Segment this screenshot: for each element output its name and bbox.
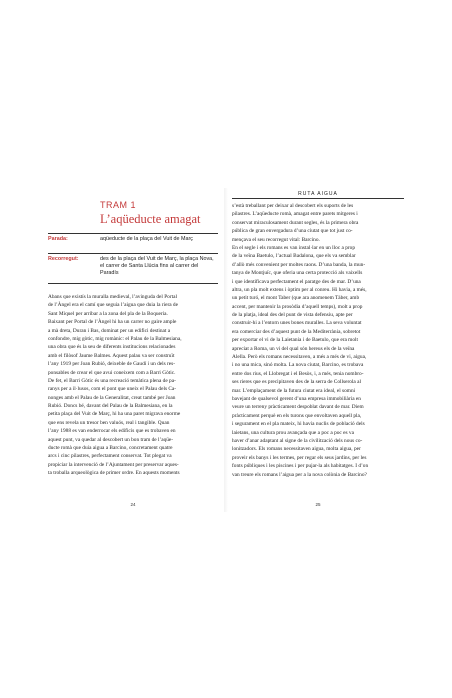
text-line: ranys per a il·lusos, com el pont que uneix el Palau dels Ca-: [48, 386, 177, 393]
text-line: Rubió. Doncs bé, davant del Palau de la Balmesiana, en la: [48, 403, 173, 410]
text-line: De fet, el Barri Gòtic és una recreació temàtica plena de pa-: [48, 377, 176, 384]
page-number: 25: [315, 502, 321, 507]
text-line: apreciat a Roma, un vi del qual són hereus els de la veïna: [232, 345, 355, 352]
text-line: accent, per mantenir la prosòdia d’aquell temps), molt a prop: [232, 303, 363, 310]
text-line: nonges amb el Palau de la Generalitat, creat també per Joan: [48, 394, 176, 401]
text-line: i que identificava perfectament el paratge des de mar. D’una: [232, 278, 361, 285]
meta-mid-rule: [48, 253, 218, 254]
text-line: de la platja, ideal des del punt de vista defensiu, apte per: [232, 312, 353, 319]
text-line: l’any 1988 es van enderrocar els edificis que es trobaven en: [48, 428, 176, 435]
tram-label: TRAM 1: [100, 200, 137, 210]
text-line: fonts públiques i les piscines i per pujar-la als habitatges. I d’on: [232, 463, 369, 470]
text-line: d’allò més convenient per moltes raons. D’una banda, la mun-: [232, 261, 366, 268]
text-line: de l’Àngel era el camí que seguia l’aigua que duia la riera de: [48, 302, 178, 309]
text-line: conservat miraculosament durant segles, és la primera obra: [232, 219, 359, 226]
text-line: pràcticament perquè en els turons que envoltaven aquell pla,: [232, 412, 362, 419]
text-line: Abans que existís la muralla medieval, l’avinguda del Portal: [48, 294, 177, 300]
meta-value: des de la plaça del Vuit de Març, la plaça Nova, el carrer de Santa Llúcia fins al carrer del Paradís: [100, 256, 214, 276]
left-page: [48, 191, 218, 507]
text-line: era comerciar des d’aquest punt de la Mediterrània, sobretot: [232, 328, 361, 335]
text-line: laietans, una cultura prou avançada que a poc a poc es va: [232, 429, 354, 436]
text-line: ponsables de crear el que avui coneixem com a Barri Gòtic.: [48, 369, 176, 376]
meta-row-stop: [48, 236, 218, 252]
meta-value: aqüeducte de la plaça del Vuit de Març: [100, 236, 193, 242]
text-line: veure un terreny pràcticament despoblat davant de mar. Diem: [232, 404, 364, 411]
text-line: Alella. Però els romans necessitaven, a més a més de vi, aigua,: [232, 354, 367, 361]
text-line: a mà dreta, Duran i Bas, dominat per un edifici destinat a: [48, 327, 171, 334]
running-header: RUTA AIGUA: [298, 191, 338, 197]
text-line: per exportar el vi de la Laietania i de Baetulo, que era molt: [232, 337, 358, 344]
text-line: pública de gran envergadura d’una ciutat que tot just co-: [232, 228, 353, 235]
text-line: bavejant de qualsevol gerent d’una empresa immobiliària en: [232, 395, 361, 402]
text-line: entre dos rius, el Llobregat i el Besòs, i, a més, tenia nombro-: [232, 370, 364, 377]
right-body-text: [232, 202, 404, 479]
text-line: Baixant per Portal de l’Àngel hi ha un carrer no gaire ample: [48, 319, 177, 326]
text-line: mar. L’emplaçament de la futura ciutat era ideal, el somni: [232, 387, 356, 394]
text-line: ducte romà que duia aigua a Barcino, concretament quatre: [48, 445, 173, 452]
book-gutter: [224, 188, 228, 512]
running-header-rule: [232, 198, 404, 199]
text-line: ses rieres que es precipitaven des de la serra de Collserola al: [232, 379, 361, 386]
text-line: proveir els banys i les termes, per regar els seus jardins, per les: [232, 454, 367, 461]
text-line: una obra que és la seu de diferents institucions relacionades: [48, 344, 176, 351]
text-line: haver d’anar adaptant al signe de la civilització dels nous co-: [232, 437, 363, 444]
text-line: de la veïna Baetulo, l’actual Badalona, que els va semblar: [232, 253, 356, 260]
text-line: van treure els romans l’aigua per a la nova colònia de Barcino?: [232, 471, 367, 478]
meta-key: Recorregut:: [48, 256, 79, 262]
text-line: i no una mica, sinó molta. La nova ciutat, Barcino, es trobava: [232, 362, 364, 369]
text-line: aquest punt, va quedar al descobert un bon tram de l’aqüe-: [48, 436, 174, 443]
text-line: un petit turó, el mont Taber (que ara anomenem Tàber, amb: [232, 295, 360, 302]
text-line: confondre, mig gòtic, mig romànic: el Palau de la Balmesiana,: [48, 335, 182, 342]
section-title: L’aqüeducte amagat: [100, 212, 201, 226]
text-line: s’està treballant per deixar al descobert els suports de les: [232, 203, 354, 209]
text-line: Sant Miquel per arribar a la zona del pla de la Boqueria.: [48, 310, 168, 317]
text-line: mençava el seu recorregut vital: Barcino.: [232, 236, 320, 243]
text-line: arcs i cinc pilastres, perfectament conservat. Tot plegat va: [48, 453, 172, 460]
text-line: lonitzadors. Els romans necessitaven aigua, molta aigua, per: [232, 446, 361, 453]
text-line: que ens revela un tresor ben valuós, real i tangible. Quan: [48, 419, 170, 426]
page-number: 24: [130, 502, 136, 507]
text-line: propiciar la intervenció de l’Ajuntament per preservar aques-: [48, 461, 179, 468]
left-body-text: [48, 293, 218, 478]
right-page: [232, 191, 404, 507]
text-line: petita plaça del Vuit de Març, hi ha una paret migrava enorme: [48, 411, 181, 418]
meta-row-route: [48, 256, 218, 284]
meta-key: Parada:: [48, 236, 68, 242]
text-line: amb el filòsof Jaume Balmes. Aquest palau va ser construït: [48, 352, 175, 359]
text-line: tanya de Montjuïc, que oferia una certa protecció als vaixells: [232, 270, 363, 277]
text-line: pilastres. L’aqüeducte romà, amagat entre parets mitgeres i: [232, 211, 358, 218]
text-line: ta troballa arqueològica de primer ordre. En aquests moments: [48, 470, 180, 477]
text-line: i segurament en el pla mateix, hi havia nuclis de població dels: [232, 421, 365, 428]
meta-bottom-rule: [48, 283, 218, 284]
text-line: altra, un pla molt extens i òptim per al conreu. Hi havia, a més,: [232, 286, 367, 293]
text-line: l’any 1919 per Joan Rubió, deixeble de Gaudí i un dels res-: [48, 361, 176, 368]
text-line: construir-hi a l’entorn unes bones muralles. La seva voluntat: [232, 320, 362, 327]
meta-top-rule: [48, 233, 218, 234]
text-line: En el segle i els romans es van instal·lar en un lloc a prop: [232, 244, 356, 251]
